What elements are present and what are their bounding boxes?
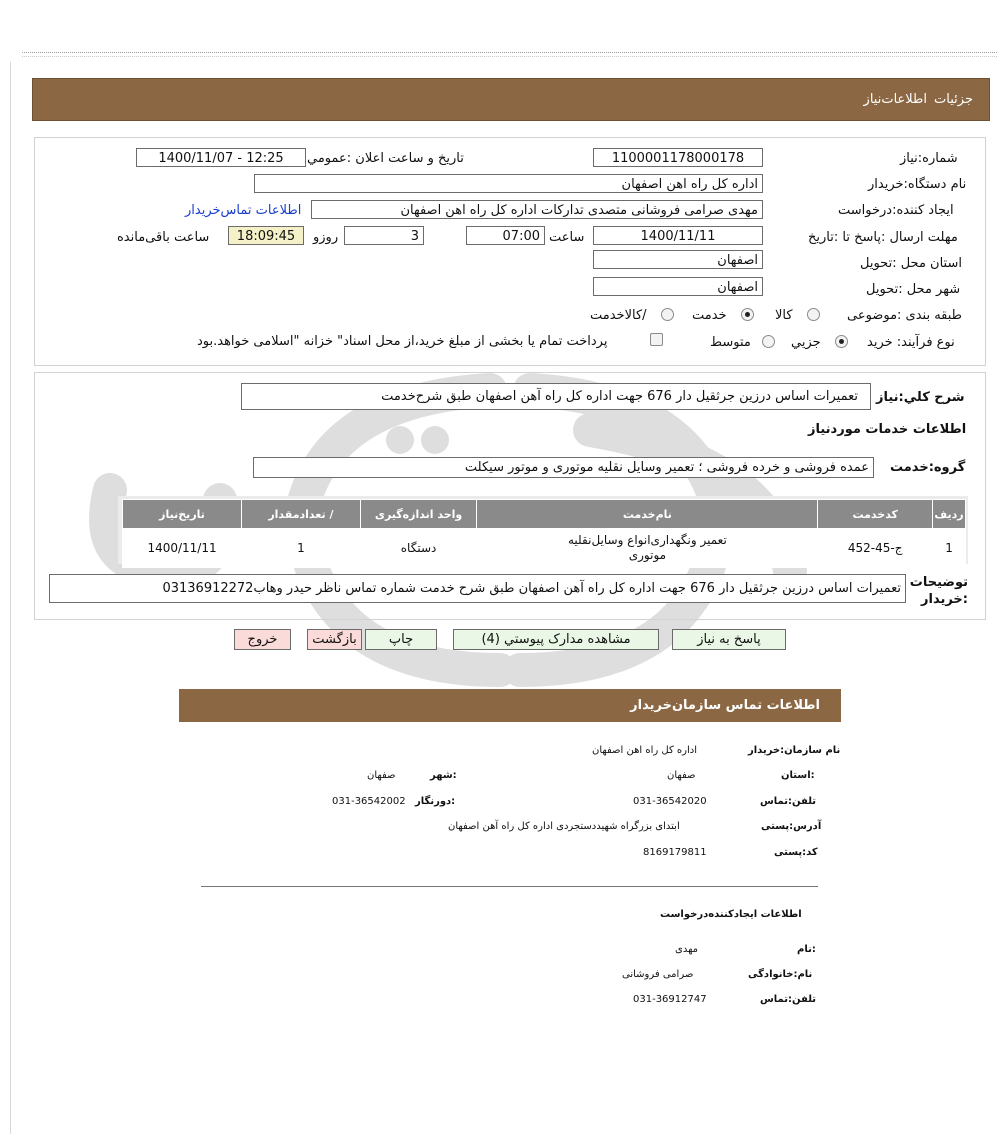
contact-divider [201, 886, 818, 887]
category-label: طبقه بندی :موضوعی [847, 308, 963, 323]
need-number-field: 1100001178000178 [593, 148, 763, 167]
creator-phone-value: 031-36912747 [633, 994, 707, 1005]
top-dotted-divider-2 [22, 56, 997, 57]
creator-name-value: مهدی [675, 944, 699, 955]
days-field: 3 [344, 226, 424, 245]
view-attachments-button[interactable]: مشاهده مدارک پیوستي (4) [453, 629, 659, 650]
category-service-radio[interactable] [741, 308, 754, 321]
services-table [122, 499, 966, 568]
province-label: استان محل :تحویل [860, 256, 962, 271]
contact-phone-label: تلفن:تماس [760, 796, 817, 807]
cell-unit: دستگاه [360, 529, 477, 568]
creator-phone-label: تلفن:تماس [760, 994, 817, 1005]
process-partial-label: جزیي [791, 335, 821, 350]
announce-datetime-field: 1400/11/07 - 12:25 [136, 148, 306, 167]
process-label: نوع فرآیند: خرید [867, 335, 955, 350]
contact-fax-value: 031-36542002 [332, 796, 406, 807]
city-label: شهر محل :تحویل [866, 282, 961, 297]
buyer-notes-field: تعمیرات اساس درزین جرثقیل دار 676 جهت اداره کل راه آهن اصفهان طبق شرح خدمت شماره تماس ناظر حیدر وهاب03136912272 [49, 574, 906, 603]
cell-need-date: 1400/11/11 [123, 529, 242, 568]
service-group-label: گروه:خدمت [890, 460, 966, 475]
col-service-code: کدخدمت [818, 500, 933, 529]
tab-details[interactable]: جزئيات [934, 92, 973, 107]
contact-address-label: آدرس:پستی [761, 821, 822, 832]
category-goods-radio[interactable] [807, 308, 820, 321]
tab-need-info[interactable]: اطلاعات‌نیاز [863, 92, 927, 107]
creator-info-title: اطلاعات ایجادکننده‌درخواست [660, 909, 802, 920]
col-need-date: تاریخ‌نیاز [123, 500, 242, 529]
city-field: اصفهان [593, 277, 763, 296]
buyer-org-field: اداره کل راه اهن اصفهان [254, 174, 763, 193]
deadline-date-field: 1400/11/11 [593, 226, 763, 245]
category-service-label: خدمت [692, 308, 727, 323]
remaining-label: ساعت باقی‌مانده [117, 230, 210, 245]
col-unit: واحد اندازه‌گیری [360, 500, 477, 529]
contact-phone-value: 031-36542020 [633, 796, 707, 807]
left-border-line [10, 62, 11, 1134]
general-desc-field: تعمیرات اساس درزین جرثقیل دار 676 جهت اداره کل راه آهن اصفهان طبق شرح‌خدمت [241, 383, 871, 410]
exit-button[interactable]: خروج [234, 629, 291, 650]
category-both-label: /کالاخدمت [590, 308, 647, 323]
contact-postal-value: 8169179811 [643, 847, 707, 858]
contact-address-value: ابتدای بزرگراه شهیددستجردی اداره کل راه آهن اصفهان [448, 821, 680, 832]
col-quantity: / تعدادمقدار [242, 500, 361, 529]
days-label: روزو [313, 230, 339, 245]
respond-button[interactable]: پاسخ به نیاز [672, 629, 786, 650]
announce-label: تاریخ و ساعت اعلان :عمومي [307, 151, 464, 166]
process-medium-radio[interactable] [762, 335, 775, 348]
remaining-time-field: 18:09:45 [228, 226, 304, 245]
buyer-contact-link[interactable]: اطلاعات تماس‌خریدار [185, 203, 302, 218]
creator-field: مهدی صرامی فروشانی متصدی تدارکات اداره کل راه اهن اصفهان [311, 200, 763, 219]
creator-family-value: صرامی فروشانی [622, 969, 694, 980]
general-desc-label: شرح كلي:نیاز [876, 390, 965, 405]
contact-postal-label: کد:پستی [774, 847, 818, 858]
process-partial-radio[interactable] [835, 335, 848, 348]
contact-province-label: :استان [781, 770, 815, 781]
service-name-text: تعمیر ونگهداری‌انواع وسایل‌نقلیه موتوری [568, 533, 727, 562]
top-dotted-divider [22, 52, 997, 53]
table-row [123, 529, 966, 568]
creator-family-label: نام:خانوادگی [748, 969, 813, 980]
detail-header-bar [32, 78, 990, 121]
contact-province-value: صفهان [667, 770, 696, 781]
creator-label: ایجاد کننده:درخواست [838, 203, 954, 218]
deadline-time-field: 07:00 [466, 226, 545, 245]
category-both-radio[interactable] [661, 308, 674, 321]
cell-service-name [477, 529, 818, 568]
deadline-label: مهلت ارسال :پاسخ تا :تاریخ [808, 230, 958, 245]
province-field: اصفهان [593, 250, 763, 269]
cell-row: 1 [933, 529, 966, 568]
back-button[interactable]: بازگشت [307, 629, 362, 650]
need-info-section [34, 137, 986, 366]
need-number-label: شماره:نیاز [900, 151, 958, 166]
contact-org-label: نام سازمان:خریدار [748, 745, 841, 756]
creator-name-label: :نام [797, 944, 816, 955]
contact-org-value: اداره کل راه اهن اصفهان [592, 745, 697, 756]
contact-fax-label: :دورنگار [415, 796, 456, 807]
payment-checkbox[interactable] [650, 333, 663, 346]
services-title: اطلاعات خدمات موردنیاز [808, 422, 967, 437]
payment-text: پرداخت تمام یا بخشی از مبلغ خرید،از محل اسناد" خزانه "اسلامی خواهد.بود [197, 334, 608, 349]
contact-city-label: :شهر [430, 770, 457, 781]
process-medium-label: متوسط [710, 335, 751, 350]
category-goods-label: کالا [775, 308, 793, 323]
service-group-field: عمده فروشی و خرده فروشی ؛ تعمیر وسایل نقلیه موتوری و موتور سیکلت [253, 457, 874, 478]
cell-service-code: ج-45-452 [818, 529, 933, 568]
col-row: ردیف [933, 500, 966, 529]
buyer-contact-title: اطلاعات تماس سازمان‌خریدار [630, 698, 820, 713]
cell-quantity: 1 [242, 529, 361, 568]
contact-city-value: صفهان [367, 770, 396, 781]
buyer-org-label: نام دستگاه:خریدار [868, 177, 967, 192]
buyer-notes-label: توضیحات :خریدار [909, 575, 968, 607]
deadline-time-label: ساعت [549, 230, 585, 245]
buyer-contact-header [179, 689, 841, 722]
print-button[interactable]: چاپ [365, 629, 437, 650]
col-service-name: نام‌خدمت [477, 500, 818, 529]
